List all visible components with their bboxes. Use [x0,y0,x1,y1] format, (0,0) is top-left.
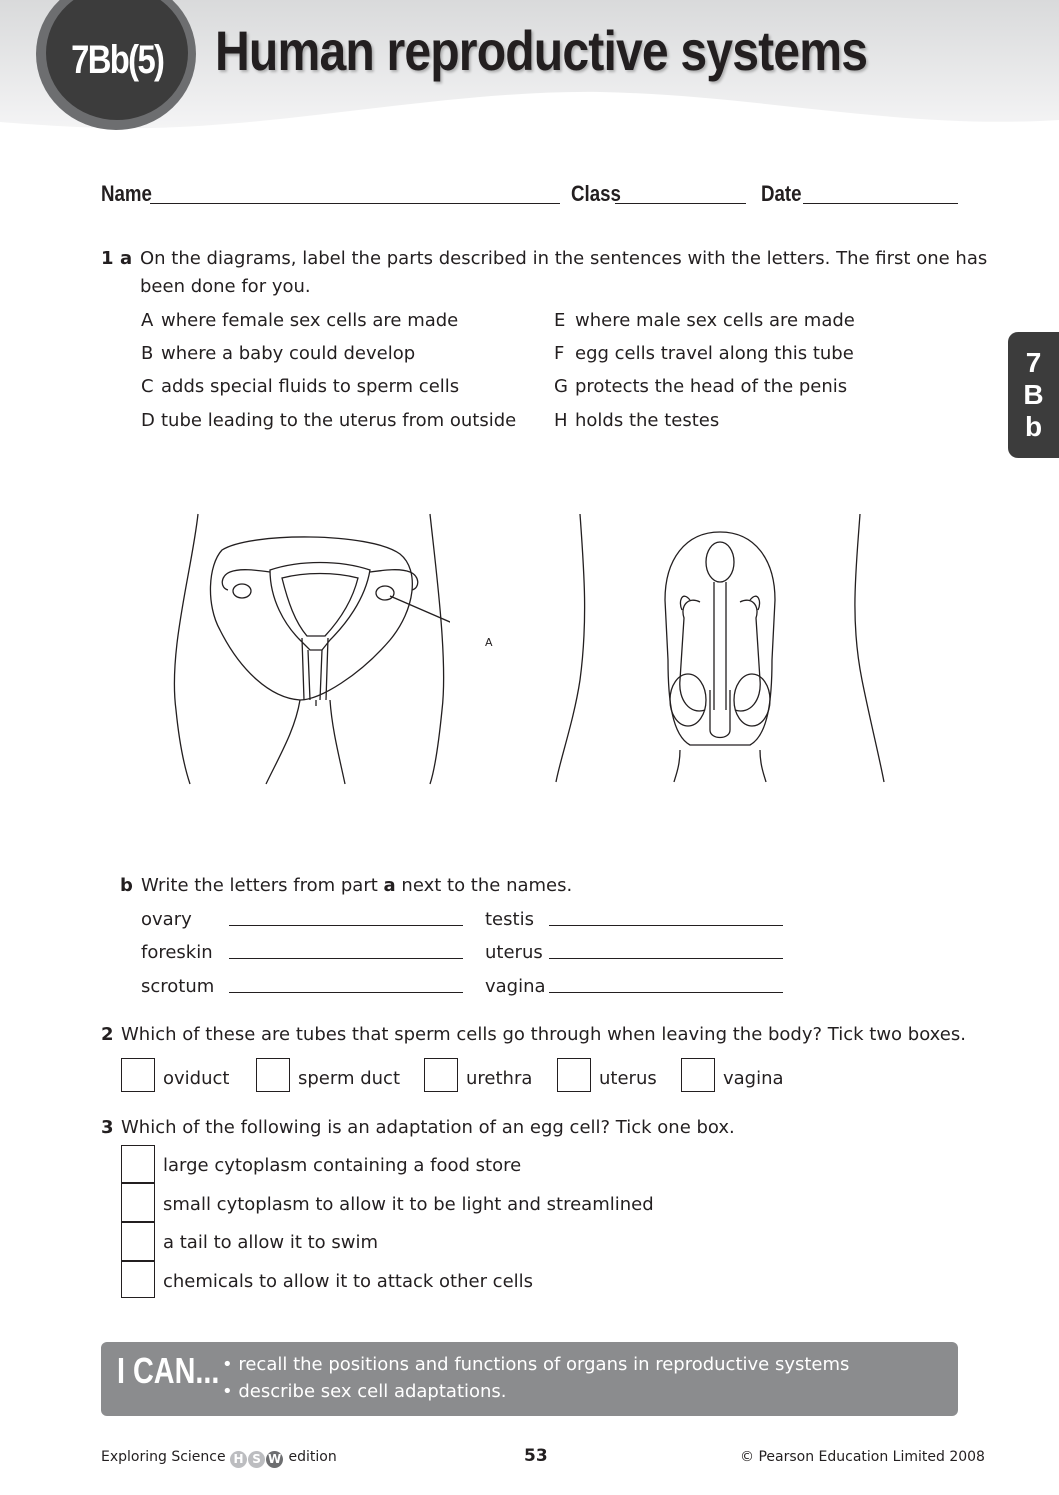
checkbox-uterus[interactable] [557,1058,591,1092]
q1-number: 1 [101,248,114,269]
checkbox-vagina[interactable] [681,1058,715,1092]
footer-edition: edition [288,1449,337,1465]
name-ovary: ovary [141,909,192,930]
q1-part-a: a [120,248,133,269]
option-sperm-duct: sperm duct [298,1068,401,1089]
q3-option: a tail to allow it to swim [163,1232,379,1253]
name-uterus: uterus [485,942,543,963]
q1-item-letter: B [141,343,154,364]
chapter-side-tab [1008,332,1059,458]
q1-item-text: tube leading to the uterus from outside [161,410,517,431]
q1-item-text: where female sex cells are made [161,310,459,331]
checkbox-q3-option-4[interactable] [121,1261,155,1298]
ovary-left [233,584,251,598]
class-line[interactable] [615,203,746,204]
q2-number: 2 [101,1024,114,1045]
option-urethra: urethra [466,1068,533,1089]
sperm-duct-left [680,600,705,711]
body-outline-left [556,514,585,782]
hsw-s-icon: S [248,1451,265,1468]
hip-outline-right [430,514,444,784]
bladder [706,542,734,582]
option-uterus: uterus [599,1068,657,1089]
legs-inner [266,700,345,784]
urethra [714,582,726,710]
penis [710,690,730,738]
q1-item-letter: G [554,376,568,397]
checkbox-q3-option-2[interactable] [121,1183,155,1222]
q3-option: large cytoplasm containing a food store [163,1155,522,1176]
answer-line-vagina[interactable] [549,992,783,993]
name-label: Name [101,181,152,206]
part-b-text-1: Write the letters from part [141,875,378,896]
q1-instruction: On the diagrams, label the parts described in the sentences with the letters. The first one has [140,248,988,269]
testis-left [670,674,706,726]
answer-line-ovary[interactable] [229,925,463,926]
q1-item-letter: H [554,410,568,431]
q1-item-text: where male sex cells are made [575,310,855,331]
date-label: Date [761,181,802,206]
footer-series-name: Exploring Science [101,1449,226,1465]
ovary-right [376,586,394,600]
oviduct-right [370,570,418,590]
side-tab-line: 7 [1025,347,1042,378]
q2-question: Which of these are tubes that sperm cells go through when leaving the body? Tick two boxes. [121,1024,966,1045]
part-b-bold: a [383,875,396,896]
checkbox-sperm-duct[interactable] [256,1058,290,1092]
q1-part-b-text [141,872,572,900]
hsw-w-icon: W [267,1452,282,1466]
part-b-text-2: next to the names. [401,875,573,896]
q1-item-text: egg cells travel along this tube [575,343,854,364]
cervix-inner [308,650,322,700]
badge-text: 7Bb(5) [70,37,164,82]
q1-item-letter: E [554,310,566,331]
i-can-item: • recall the positions and functions of organs in reproductive systems [222,1354,850,1375]
q1-item-text: adds special fluids to sperm cells [161,376,460,397]
male-reproductive-diagram [550,510,890,785]
hsw-h-icon: H [230,1451,247,1468]
oviduct-left [222,570,270,590]
q3-number: 3 [101,1117,114,1138]
body-outline-right [855,514,884,782]
checkbox-urethra[interactable] [424,1058,458,1092]
checkbox-oviduct[interactable] [121,1058,155,1092]
i-can-item: • describe sex cell adaptations. [222,1381,507,1402]
q3-option: small cytoplasm to allow it to be light and streamlined [163,1194,654,1215]
q3-option: chemicals to allow it to attack other cells [163,1271,534,1292]
hip-outline-left [174,514,198,784]
page-number: 53 [524,1446,548,1466]
answer-line-foreskin[interactable] [229,958,463,959]
uterus-outline [270,563,370,651]
torso-section-outline [665,532,775,745]
female-reproductive-diagram [170,510,450,790]
side-tab-line: B [1023,379,1044,410]
q1-item-text: protects the head of the penis [575,376,848,397]
date-line[interactable] [803,203,958,204]
name-line[interactable] [150,203,560,204]
q1-item-letter: C [141,376,154,397]
option-vagina: vagina [723,1068,784,1089]
page-title: Human reproductive systems [215,19,868,82]
footer-series [101,1449,337,1468]
checkbox-q3-option-1[interactable] [121,1145,155,1183]
q1-item-letter: A [141,310,154,331]
diagram-label-a: A [485,636,493,649]
name-scrotum: scrotum [141,976,215,997]
name-testis: testis [485,909,534,930]
sperm-duct-right [735,600,760,711]
pelvis-outline [210,537,412,700]
q3-question: Which of the following is an adaptation of an egg cell? Tick one box. [121,1117,735,1138]
seminal-vesicles [680,596,759,610]
q1-instruction-cont: been done for you. [140,276,311,297]
name-vagina: vagina [485,976,546,997]
i-can-title: I CAN... [117,1350,220,1391]
uterus-wall [282,574,358,637]
legs [674,750,766,782]
answer-line-scrotum[interactable] [229,992,463,993]
answer-line-uterus[interactable] [549,958,783,959]
side-tab-line: b [1024,411,1043,442]
q1-item-text: where a baby could develop [161,343,416,364]
class-label: Class [571,181,621,206]
testis-right [734,674,770,726]
copyright: © Pearson Education Limited 2008 [740,1449,985,1465]
option-oviduct: oviduct [163,1068,230,1089]
q1-item-text: holds the testes [575,410,720,431]
answer-line-testis[interactable] [549,925,783,926]
q1-part-b: b [120,875,133,896]
name-foreskin: foreskin [141,942,213,963]
q1-item-letter: F [554,343,565,364]
q1-item-letter: D [141,410,155,431]
checkbox-q3-option-3[interactable] [121,1222,155,1261]
